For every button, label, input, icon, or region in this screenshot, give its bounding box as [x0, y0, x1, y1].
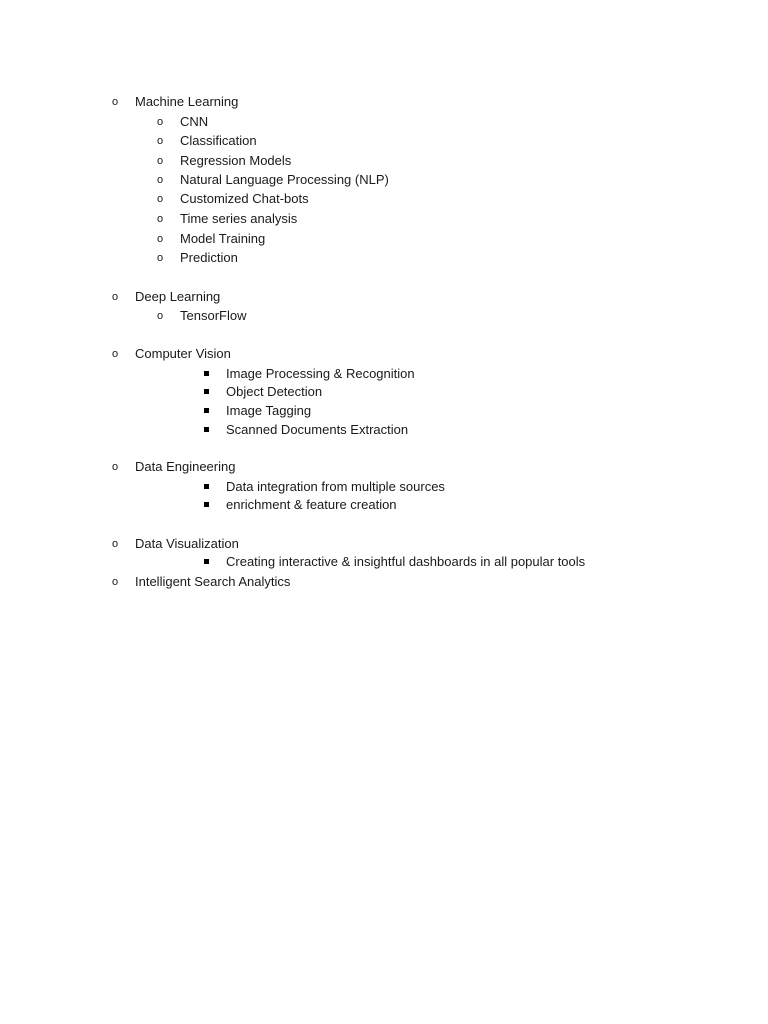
circle-bullet-icon: o: [112, 96, 119, 108]
list-item-label: Image Tagging: [226, 403, 312, 418]
circle-bullet-icon: o: [157, 310, 164, 322]
list-item-label: Model Training: [180, 231, 266, 246]
square-bullet-icon: [204, 427, 209, 432]
section-title: Data Engineering: [135, 459, 236, 474]
list-item-label: CNN: [180, 114, 209, 129]
list-item-label: Scanned Documents Extraction: [226, 422, 409, 437]
circle-bullet-icon: o: [112, 348, 119, 360]
section-title: Data Visualization: [135, 536, 239, 551]
section-title: Deep Learning: [135, 289, 221, 304]
circle-bullet-icon: o: [157, 116, 164, 128]
list-item-label: Object Detection: [226, 384, 323, 399]
section-title: Intelligent Search Analytics: [135, 574, 291, 589]
circle-bullet-icon: o: [157, 135, 164, 147]
square-bullet-icon: [204, 484, 209, 489]
list-item-label: Classification: [180, 133, 257, 148]
square-bullet-icon: [204, 408, 209, 413]
circle-bullet-icon: o: [157, 155, 164, 167]
section-title: Machine Learning: [135, 94, 239, 109]
list-item-label: Data integration from multiple sources: [226, 479, 445, 494]
circle-bullet-icon: o: [112, 461, 119, 473]
list-item-label: Time series analysis: [180, 211, 298, 226]
list-item-label: Image Processing & Recognition: [226, 366, 415, 381]
list-item-label: TensorFlow: [180, 308, 247, 323]
section-title: Computer Vision: [135, 346, 231, 361]
list-item-label: enrichment & feature creation: [226, 497, 397, 512]
circle-bullet-icon: o: [112, 538, 119, 550]
circle-bullet-icon: o: [112, 291, 119, 303]
list-item-label: Natural Language Processing (NLP): [180, 172, 389, 187]
square-bullet-icon: [204, 502, 209, 507]
list-item-label: Regression Models: [180, 153, 292, 168]
circle-bullet-icon: o: [157, 174, 164, 186]
circle-bullet-icon: o: [157, 193, 164, 205]
square-bullet-icon: [204, 389, 209, 394]
list-item-label: Creating interactive & insightful dashboards in all popular tools: [226, 554, 586, 569]
list-item-label: Customized Chat-bots: [180, 191, 309, 206]
circle-bullet-icon: o: [157, 213, 164, 225]
list-item-label: Prediction: [180, 250, 238, 265]
square-bullet-icon: [204, 371, 209, 376]
circle-bullet-icon: o: [157, 233, 164, 245]
square-bullet-icon: [204, 559, 209, 564]
circle-bullet-icon: o: [112, 576, 119, 588]
circle-bullet-icon: o: [157, 252, 164, 264]
